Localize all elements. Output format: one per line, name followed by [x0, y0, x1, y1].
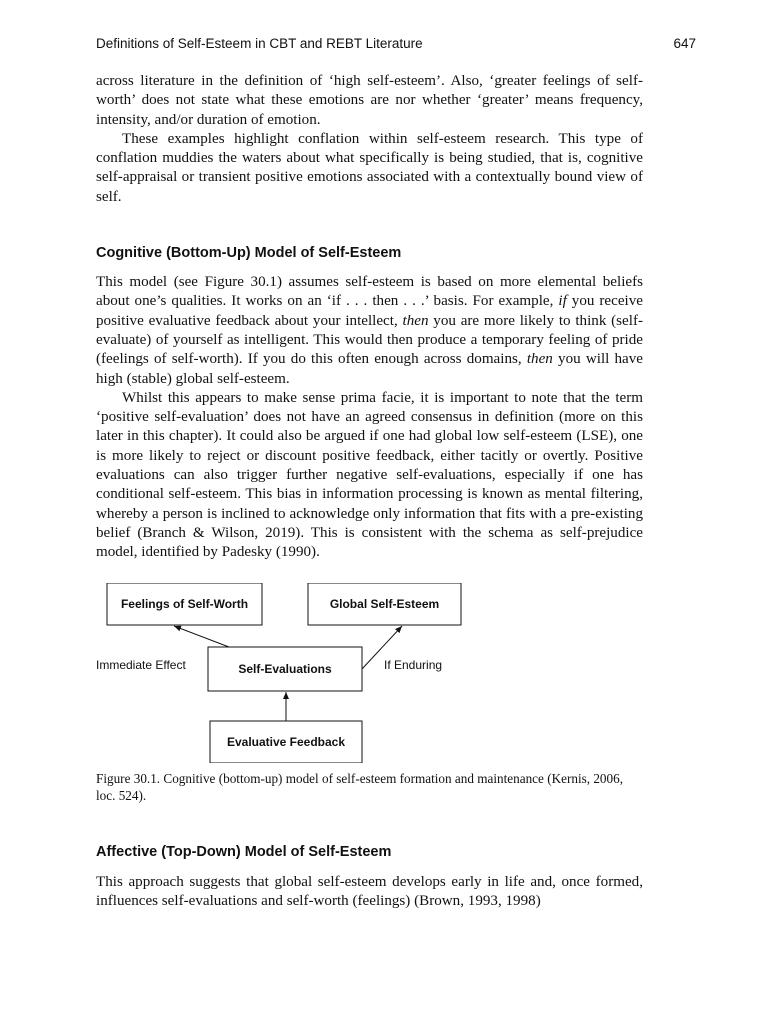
global-node: Global Self-Esteem	[329, 596, 440, 611]
self-eval-node: Self-Evaluations	[238, 661, 332, 676]
p3-part-b: you receive positive evaluative feedback about your intellect,	[96, 293, 643, 329]
feelings-node: Feelings of Self-Worth	[120, 596, 249, 611]
arrow-eval-to-feelings	[174, 626, 229, 647]
p3-then-1: then	[402, 312, 429, 329]
paragraph-2: These examples highlight conflation within self-esteem research. This type of conflation muddies the waters about what specifically is being studied, that is, cognitive self-appraisal or transient positive emotions associated with a contextually bound view of self.	[96, 130, 643, 205]
paragraph-5: This approach suggests that global self-esteem develops early in life and, once formed, influences self-evaluations and self-worth (feelings) (Brown, 1993, 1998)	[96, 873, 643, 909]
p3-part-a: This model (see Figure 30.1) assumes self-esteem is based on more elemental beliefs about one’s qualities. It works on an ‘if . . . then . . .’ basis. For example,	[96, 274, 643, 310]
paragraph-1: across literature in the definition of ‘high self-esteem’. Also, ‘greater feelings of self-worth’ does not state what these emotions are nor whether ‘greater’ means frequency, intensity, and/or duration of emotion.	[96, 73, 643, 128]
edge-label-enduring: If Enduring	[384, 657, 443, 672]
p3-part-c: you are more likely to think (self-evaluate) of yourself as intelligent. This would then produce a temporary feeling of pride (feelings of self-worth). If you do this often enough across domains,	[96, 312, 643, 368]
edge-label-immediate: Immediate Effect	[96, 657, 186, 672]
page-number: 647	[673, 36, 696, 51]
paragraph-4: Whilst this appears to make sense prima facie, it is important to note that the term ‘positive self-evaluation’ does not have an agreed consensus in definition (more on this later in this chapter). It could also be argued if one had global low self-esteem (LSE), one is more likely to reject or discount positive feedback, either tacitly or overtly. Positive evaluations can also trigger further negative self-evaluations, especially if one has conditional self-esteem. This bias in information processing is known as mental filtering, whereby a person is inclined to acknowledge only information that fits with a pre-existing belief (Branch & Wilson, 2019). This is consistent with the schema as self-prejudice model, identified by Padesky (1990).	[96, 389, 643, 561]
running-title: Definitions of Self-Esteem in CBT and REBT Literature	[96, 36, 423, 51]
feedback-node: Evaluative Feedback	[226, 734, 346, 749]
section-heading-cognitive: Cognitive (Bottom-Up) Model of Self-Esteem	[96, 245, 402, 262]
paragraph-3	[96, 273, 643, 389]
page-content	[96, 72, 643, 911]
running-head	[96, 36, 696, 51]
p3-part-d: you will have high (stable) global self-esteem.	[96, 351, 643, 387]
p3-then-2: then	[526, 351, 553, 368]
figure-caption: Figure 30.1. Cognitive (bottom-up) model of self-esteem formation and maintenance (Kernis, 2006, loc. 524).	[96, 770, 624, 803]
section-heading-affective: Affective (Top-Down) Model of Self-Esteem	[96, 843, 392, 860]
p3-if: if	[558, 293, 567, 310]
figure-30-1	[96, 583, 643, 763]
